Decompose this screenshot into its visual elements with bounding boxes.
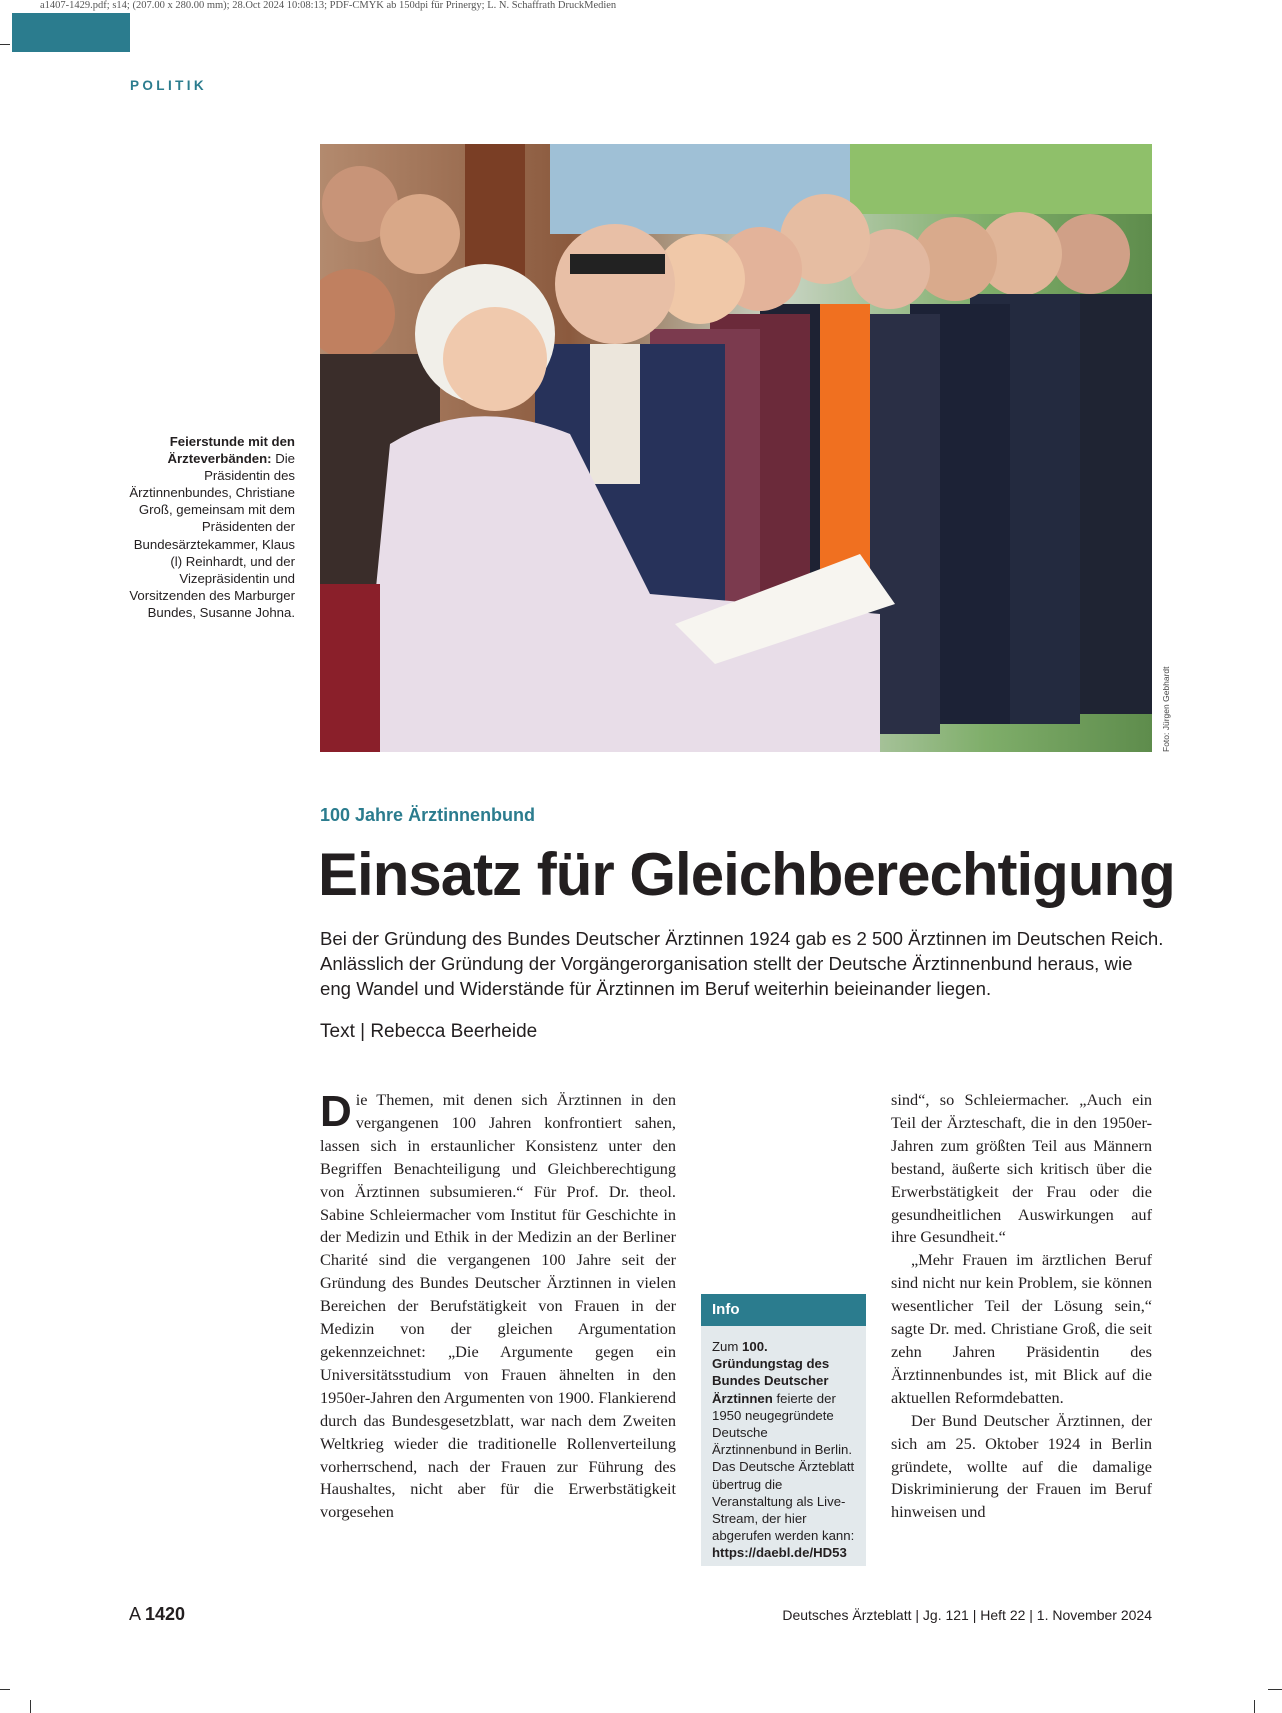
article-lead: Bei der Gründung des Bundes Deutscher Ärztinnen 1924 gab es 2 500 Ärztinnen im Deutschen Reich. Anlässlich der Gründung der Vorgängerorganisation stellt der Deutsche Ärztinnenbund heraus, wie eng Wandel und Widerstände für Ärztinnen im Beruf weiterhin beieinander liegen. bbox=[320, 928, 1164, 999]
article-kicker: 100 Jahre Ärztinnenbund bbox=[320, 805, 536, 825]
drop-cap: D bbox=[320, 1087, 352, 1136]
column-3-paragraph-3: Der Bund Deutscher Ärztinnen, der sich am 25. Oktober 1924 in Berlin gründete, wollte auf die damalige Diskriminierung der Frauen im Beruf hinweisen und bbox=[891, 1410, 1152, 1522]
audience-photo-illustration bbox=[320, 144, 1152, 752]
info-box-body bbox=[701, 1326, 866, 1562]
article-photo bbox=[320, 144, 1152, 752]
info-box-pre: Zum bbox=[712, 1339, 743, 1354]
print-info-line: a1407-1429.pdf; s14; (207.00 x 280.00 mm); 28.Oct 2024 10:08:13; PDF-CMYK ab 150dpi für Prinergy; L. N. Schaffrath DruckMedien bbox=[40, 0, 617, 11]
info-box-text: feierte der 1950 neugegründete Deutsche Ärztinnenbund in Berlin. Das Deutsche Ärzteblatt übertrug die Veranstaltung als Live-Stream, der hier abgerufen werden kann: bbox=[712, 1390, 855, 1544]
crop-mark bbox=[0, 44, 10, 45]
column-1-text: ie Themen, mit denen sich Ärztinnen in den vergangenen 100 Jahren konfrontiert sahen, lassen sich in erstaunlicher Konsistenz unter den Begriffen Benachteiligung und Gleichberechtigung von Ärztinnen subsumieren.“ Für Prof. Dr. theol. Sabine Schleiermacher vom Institut für Geschichte in der Medizin und Ethik in der Medizin an der Berliner Charité sind die vergangenen 100 Jahre seit der Gründung des Bundes Deutscher Ärztinnen in vielen Bereichen der Berufstätigkeit von Frauen in der Medizin von der gleichen Argumentation gekennzeichnet: „Die Argumente gegen ein Universitätsstudium von Frauen ähnelten in den 1950er-Jahren den Argumenten von 1900. Flankierend durch das Bundesgesetzblatt, war nach dem Zweiten Weltkrieg wieder die traditionelle Rollenverteilung vorherrschend, nach der Frauen zur Führung des Haushaltes, nicht aber für die Erwerbstätigkeit vorgesehen bbox=[320, 1090, 676, 1522]
crop-mark bbox=[1268, 1689, 1282, 1690]
article-byline: Text | Rebecca Beerheide bbox=[320, 1021, 538, 1042]
page-number bbox=[129, 1604, 185, 1625]
article-title: Einsatz für Gleichberechtigung bbox=[318, 841, 1175, 908]
crop-mark bbox=[30, 1700, 31, 1713]
info-box-bold: 100. Gründungstag des Bundes Deutscher Ärztinnen bbox=[712, 1339, 830, 1406]
article-column-3 bbox=[891, 1089, 1152, 1524]
corner-color-bar bbox=[12, 13, 130, 52]
column-3-paragraph-1: sind“, so Schleiermacher. „Auch ein Teil der Ärzteschaft, die in den 1950er-Jahren zum größten Teil aus Männern bestand, äußerte sich kritisch über die Erwerbstätigkeit der Frau oder die gesundheitlichen Auswirkungen auf ihre Gesundheit.“ bbox=[891, 1090, 1152, 1247]
publication-info: Deutsches Ärzteblatt | Jg. 121 | Heft 22 | 1. November 2024 bbox=[782, 1607, 1152, 1623]
caption-text: Die Präsidentin des Ärztinnenbundes, Christiane Groß, gemeinsam mit dem Präsidenten der Bundesärztekammer, Klaus (l) Reinhardt, und der Vizepräsidentin und Vorsitzenden des Marburger Bundes, Susanne Johna. bbox=[129, 451, 295, 620]
crop-mark bbox=[1254, 1700, 1255, 1713]
photo-caption bbox=[126, 433, 295, 621]
info-box bbox=[701, 1294, 866, 1566]
info-box-title: Info bbox=[701, 1294, 866, 1326]
page-number-value: 1420 bbox=[145, 1604, 186, 1624]
info-box-link[interactable]: https://daebl.de/HD53 bbox=[712, 1545, 847, 1561]
section-label: POLITIK bbox=[130, 78, 208, 93]
crop-mark bbox=[0, 1689, 10, 1690]
article-column-1 bbox=[320, 1089, 676, 1524]
page-prefix: A bbox=[129, 1604, 146, 1624]
photo-credit: Foto: Jürgen Gebhardt bbox=[1161, 666, 1171, 752]
column-3-paragraph-2: „Mehr Frauen im ärztlichen Beruf sind nicht nur kein Problem, sie können wesentlicher Teil der Lösung sein,“ sagte Dr. med. Christiane Groß, die seit zehn Jahren Präsidentin des Ärztinnenbundes ist, mit Blick auf die aktuellen Reformdebatten. bbox=[891, 1250, 1152, 1407]
caption-lead: Feierstunde mit den Ärzteverbänden: bbox=[167, 434, 295, 467]
